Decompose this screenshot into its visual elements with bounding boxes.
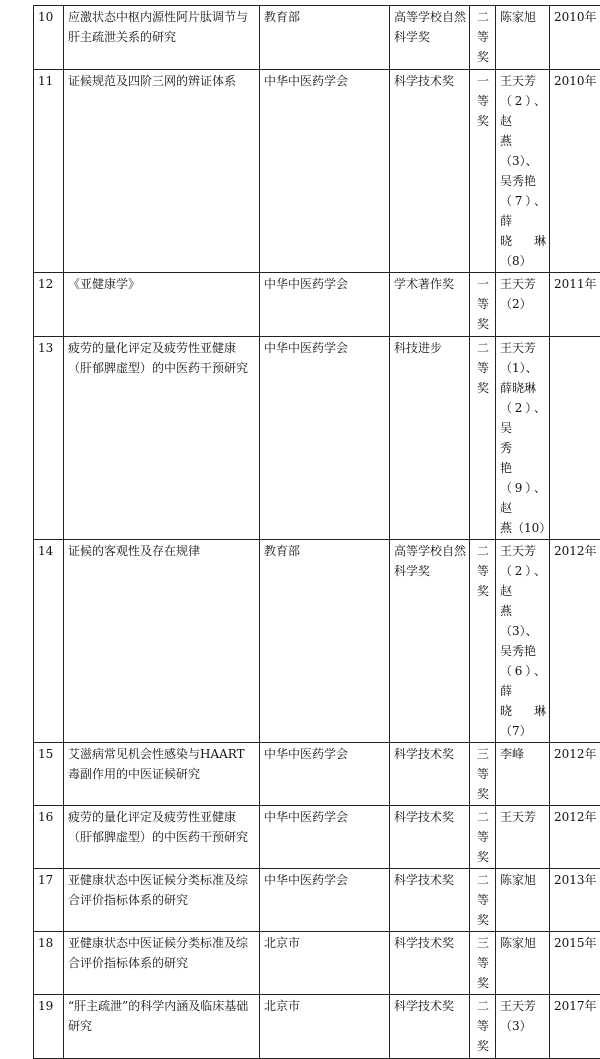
row-number: 13	[34, 337, 64, 540]
award-grade	[470, 869, 496, 932]
row-number: 15	[34, 743, 64, 806]
recipient-line: 吴秀艳	[500, 641, 546, 661]
table-row	[34, 995, 600, 1059]
award-grade-char: 等	[474, 953, 492, 973]
project-title: 疲劳的量化评定及疲劳性亚健康（肝郁脾虚型）的中医药干预研究	[64, 337, 260, 540]
award-category: 高等学校自然科学奖	[390, 6, 470, 70]
award-grade-char: 等	[474, 91, 492, 111]
table-row	[34, 932, 600, 995]
award-grade-char: 奖	[474, 847, 492, 867]
row-number: 18	[34, 932, 64, 995]
recipient-line: （1）、	[500, 358, 546, 378]
award-grade-char: 一	[474, 274, 492, 294]
row-number: 10	[34, 6, 64, 70]
recipient-line: 王天芳	[500, 541, 546, 561]
award-grade-char: 二	[474, 338, 492, 358]
award-grade	[470, 70, 496, 273]
award-grade	[470, 6, 496, 70]
recipient-line: 秀 艳	[500, 438, 546, 478]
recipient-line: 李峰	[500, 744, 546, 764]
award-grade-char: 等	[474, 827, 492, 847]
project-title: 艾滋病常见机会性感染与HAART毒副作用的中医证候研究	[64, 743, 260, 806]
award-grade	[470, 337, 496, 540]
table-row	[34, 70, 600, 273]
awarding-organization: 中华中医药学会	[260, 743, 390, 806]
award-grade-char: 奖	[474, 784, 492, 804]
award-grade	[470, 995, 496, 1059]
award-grade-char: 奖	[474, 314, 492, 334]
award-category: 科学技术奖	[390, 743, 470, 806]
project-title: 证候规范及四阶三网的辨证体系	[64, 70, 260, 273]
recipient-line: 陈家旭	[500, 7, 546, 27]
awarding-organization: 北京市	[260, 932, 390, 995]
project-title: “肝主疏泄”的科学内涵及临床基础研究	[64, 995, 260, 1059]
recipient-line: 陈家旭	[500, 870, 546, 890]
recipient-line: 王天芳	[500, 274, 546, 294]
project-title: 亚健康状态中医证候分类标准及综合评价指标体系的研究	[64, 869, 260, 932]
award-year: 2011年	[550, 273, 600, 337]
award-year: 2017年	[550, 995, 600, 1059]
award-year: 2010年	[550, 6, 600, 70]
award-year: 2013年	[550, 869, 600, 932]
recipient-line: 燕（10）	[500, 518, 546, 538]
award-grade-char: 一	[474, 71, 492, 91]
award-grade-char: 奖	[474, 1036, 492, 1056]
table-row	[34, 337, 600, 540]
table-row	[34, 806, 600, 869]
recipient-line: 薛晓琳	[500, 378, 546, 398]
table-row	[34, 540, 600, 743]
recipient-line: 吴秀艳	[500, 171, 546, 191]
awarding-organization: 北京市	[260, 995, 390, 1059]
award-category: 科技进步	[390, 337, 470, 540]
awards-table	[33, 5, 600, 1059]
award-year: 2012年	[550, 540, 600, 743]
award-grade-char: 等	[474, 561, 492, 581]
award-recipients	[496, 6, 550, 70]
award-recipients	[496, 995, 550, 1059]
project-title: 应激状态中枢内源性阿片肽调节与肝主疏泄关系的研究	[64, 6, 260, 70]
award-grade-char: 奖	[474, 973, 492, 993]
row-number: 19	[34, 995, 64, 1059]
row-number: 16	[34, 806, 64, 869]
awards-table-body	[34, 6, 600, 1059]
recipient-line: （9）、赵	[500, 478, 546, 518]
award-grade-char: 奖	[474, 47, 492, 67]
recipient-line: （2）	[500, 294, 546, 314]
table-row	[34, 273, 600, 337]
recipient-line: 燕（3）、	[500, 131, 546, 171]
award-recipients	[496, 540, 550, 743]
row-number: 14	[34, 540, 64, 743]
award-grade-char: 二	[474, 870, 492, 890]
award-grade-char: 等	[474, 27, 492, 47]
award-recipients	[496, 273, 550, 337]
recipient-line: 王天芳	[500, 338, 546, 358]
award-grade-char: 二	[474, 7, 492, 27]
award-grade-char: 奖	[474, 910, 492, 930]
table-row	[34, 6, 600, 70]
award-grade-char: 二	[474, 996, 492, 1016]
project-title: 疲劳的量化评定及疲劳性亚健康（肝郁脾虚型）的中医药干预研究	[64, 806, 260, 869]
award-year	[550, 337, 600, 540]
award-category: 科学技术奖	[390, 806, 470, 869]
award-grade-char: 等	[474, 890, 492, 910]
award-grade	[470, 273, 496, 337]
award-recipients	[496, 932, 550, 995]
awarding-organization: 教育部	[260, 540, 390, 743]
awarding-organization: 中华中医药学会	[260, 806, 390, 869]
award-grade-char: 三	[474, 744, 492, 764]
award-year: 2015年	[550, 932, 600, 995]
recipient-line: 晓琳（8）	[500, 231, 546, 271]
row-number: 11	[34, 70, 64, 273]
award-category: 科学技术奖	[390, 869, 470, 932]
award-recipients	[496, 337, 550, 540]
recipient-line: （3）	[500, 1016, 546, 1036]
table-row	[34, 743, 600, 806]
award-grade	[470, 932, 496, 995]
row-number: 12	[34, 273, 64, 337]
award-grade	[470, 743, 496, 806]
award-grade	[470, 540, 496, 743]
recipient-line: 王天芳	[500, 996, 546, 1016]
table-row	[34, 869, 600, 932]
recipient-line: 王天芳	[500, 807, 546, 827]
award-grade-char: 等	[474, 358, 492, 378]
awarding-organization: 中华中医药学会	[260, 337, 390, 540]
award-grade-char: 二	[474, 807, 492, 827]
award-grade-char: 二	[474, 541, 492, 561]
award-recipients	[496, 806, 550, 869]
recipient-line: 燕（3）、	[500, 601, 546, 641]
recipient-line: （6）、薛	[500, 661, 546, 701]
award-category: 科学技术奖	[390, 932, 470, 995]
award-year: 2012年	[550, 743, 600, 806]
award-grade-char: 等	[474, 1016, 492, 1036]
awarding-organization: 教育部	[260, 6, 390, 70]
award-grade-char: 奖	[474, 581, 492, 601]
project-title: 证候的客观性及存在规律	[64, 540, 260, 743]
award-year: 2012年	[550, 806, 600, 869]
award-category: 学术著作奖	[390, 273, 470, 337]
award-category: 科学技术奖	[390, 995, 470, 1059]
recipient-line: 陈家旭	[500, 933, 546, 953]
row-number: 17	[34, 869, 64, 932]
awarding-organization: 中华中医药学会	[260, 273, 390, 337]
recipient-line: 晓琳（7）	[500, 701, 546, 741]
award-recipients	[496, 70, 550, 273]
award-recipients	[496, 869, 550, 932]
recipient-line: （2）、赵	[500, 561, 546, 601]
award-grade-char: 等	[474, 294, 492, 314]
award-category: 科学技术奖	[390, 70, 470, 273]
award-year: 2010年	[550, 70, 600, 273]
recipient-line: （2）、赵	[500, 91, 546, 131]
recipient-line: （7）、薛	[500, 191, 546, 231]
project-title: 亚健康状态中医证候分类标准及综合评价指标体系的研究	[64, 932, 260, 995]
award-category: 高等学校自然科学奖	[390, 540, 470, 743]
recipient-line: 王天芳	[500, 71, 546, 91]
award-grade-char: 等	[474, 764, 492, 784]
project-title: 《亚健康学》	[64, 273, 260, 337]
award-grade-char: 奖	[474, 378, 492, 398]
awarding-organization: 中华中医药学会	[260, 869, 390, 932]
award-grade	[470, 806, 496, 869]
awarding-organization: 中华中医药学会	[260, 70, 390, 273]
award-recipients	[496, 743, 550, 806]
recipient-line: （2）、吴	[500, 398, 546, 438]
award-grade-char: 三	[474, 933, 492, 953]
award-grade-char: 奖	[474, 111, 492, 131]
